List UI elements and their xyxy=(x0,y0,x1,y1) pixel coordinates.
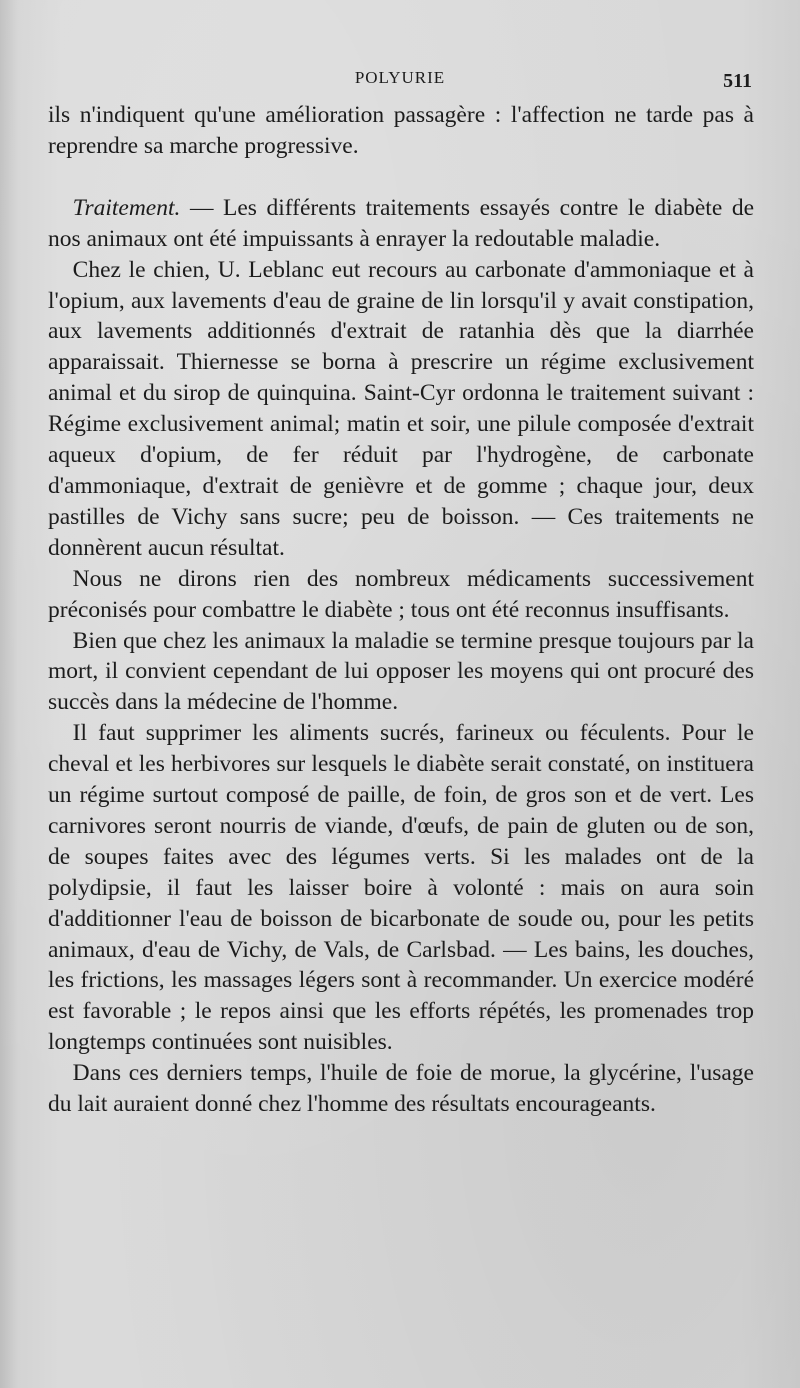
paragraph-regime: Il faut supprimer les aliments sucrés, farineux ou féculents. Pour le cheval et les herbivores sur lesquels le diabète serait constaté, on instituera un régime surtout composé de paille, de foin, de gros son et de vert. Les carnivores seront nourris de viande, d'œufs, de pain de gluten ou de son, de soupes faites avec des légumes verts. Si les malades ont de la polydipsie, il faut les laisser boire à volonté : mais on aura soin d'additionner l'eau de boisson de bicarbonate de soude ou, pour les petits animaux, d'eau de Vichy, de Vals, de Carlsbad. — Les bains, les douches, les frictions, les massages légers sont à recommander. Un exercice modéré est favorable ; le repos ainsi que les efforts répétés, les promenades trop longtemps continuées sont nuisibles. xyxy=(48,720,754,1056)
paragraph-traitement xyxy=(48,193,754,255)
paragraph-derniers-temps: Dans ces derniers temps, l'huile de foie de morue, la glycérine, l'usage du lait auraient donné chez l'homme des résultats encourageants. xyxy=(48,1060,754,1118)
paragraph-medicaments: Nous ne dirons rien des nombreux médicaments successivement préconisés pour combattre le diabète ; tous ont été reconnus insuffisants. xyxy=(48,565,754,623)
paragraph-continuation: ils n'indiquent qu'une amélioration passagère : l'affection ne tarde pas à reprendre sa marche progressive. xyxy=(48,102,754,159)
paragraph-bien-que: Bien que chez les animaux la maladie se termine presque toujours par la mort, il convient cependant de lui opposer les moyens qui ont procuré des succès dans la médecine de l'homme. xyxy=(48,627,754,716)
paragraph-traitement-text: — Les différents traitements essayés contre le diabète de nos animaux ont été impuissants à enrayer la redoutable maladie. xyxy=(48,194,754,252)
page-number: 511 xyxy=(723,70,752,92)
body-text xyxy=(48,100,754,1120)
running-head xyxy=(48,68,752,98)
running-title: POLYURIE xyxy=(354,68,446,87)
section-lead-traitement: Traitement. xyxy=(72,194,181,221)
paragraph-chez-le-chien: Chez le chien, U. Leblanc eut recours au carbonate d'ammoniaque et à l'opium, aux lavements d'eau de graine de lin lorsqu'il y avait constipation, aux lavements additionnés d'extrait de ratanhia dès que la diarrhée apparaissait. Thiernesse se borna à prescrire un régime exclusivement animal et du sirop de quinquina. Saint-Cyr ordonna le traitement suivant : Régime exclusivement animal; matin et soir, une pilule composée d'extrait aqueux d'opium, de fer réduit par l'hydrogène, de carbonate d'ammoniaque, d'extrait de genièvre et de gomme ; chaque jour, deux pastilles de Vichy sans sucre; peu de boisson. — Ces traitements ne donnèrent aucun résultat. xyxy=(48,256,754,561)
